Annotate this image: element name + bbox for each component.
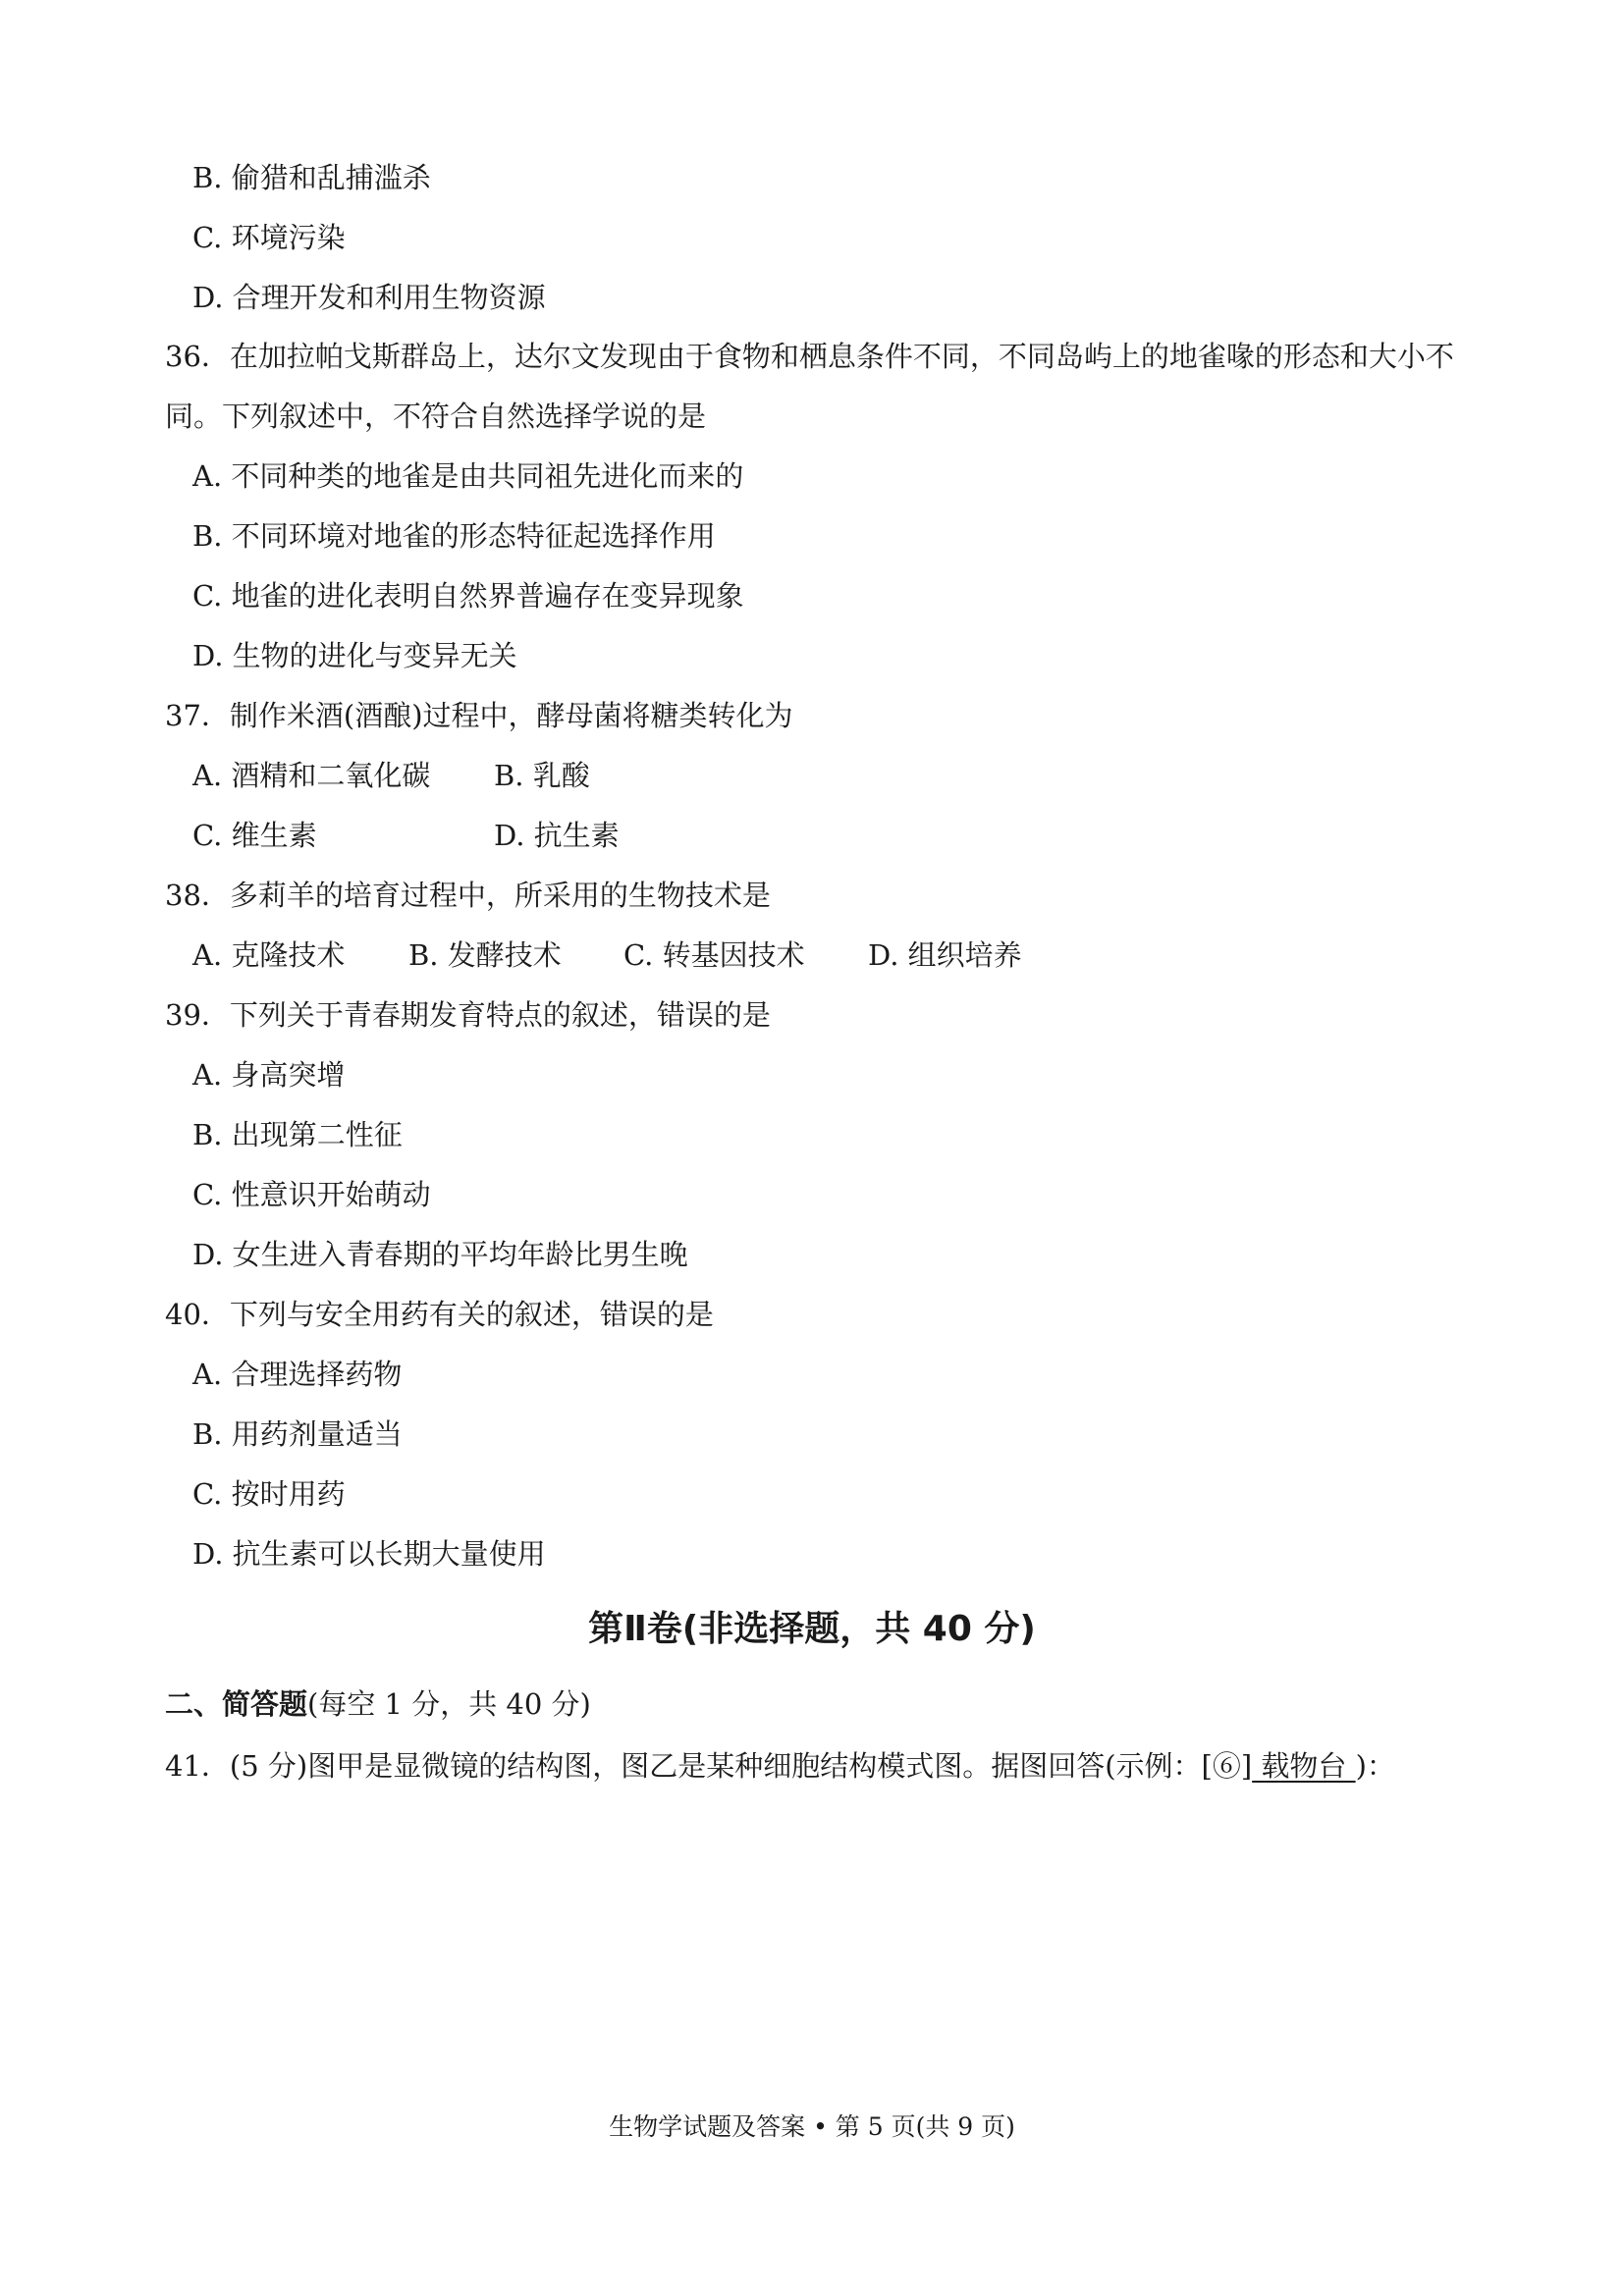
page-footer: 生物学试题及答案 • 第 5 页(共 9 页) [609, 2112, 1015, 2141]
q39-option-a: A. 身高突增 [192, 1058, 346, 1092]
q39-option-c: C. 性意识开始萌动 [192, 1178, 431, 1211]
section-label: 二、简答题 [165, 1687, 308, 1721]
q40-option-b: B. 用药剂量适当 [192, 1417, 403, 1451]
q36-option-c: C. 地雀的进化表明自然界普遍存在变异现象 [192, 579, 744, 613]
part2-title: 第Ⅱ卷(非选择题，共 40 分) [588, 1609, 1036, 1649]
q36-stem-line1: 36．在加拉帕戈斯群岛上，达尔文发现由于食物和栖息条件不同，不同岛屿上的地雀喙的形态和大小不 [165, 340, 1454, 373]
q36-option-b: B. 不同环境对地雀的形态特征起选择作用 [192, 519, 716, 553]
q41-stem-suffix: )： [1355, 1749, 1395, 1783]
q37-option-d: D. 抗生素 [494, 819, 620, 852]
q36-option-a: A. 不同种类的地雀是由共同祖先进化而来的 [192, 459, 744, 493]
q39-option-b: B. 出现第二性征 [192, 1118, 403, 1151]
q38-option-d: D. 组织培养 [868, 938, 1022, 972]
q35-option-c: C. 环境污染 [192, 221, 346, 254]
q41-stem [165, 1746, 1395, 1786]
q40-option-d: D. 抗生素可以长期大量使用 [192, 1537, 546, 1571]
q40-stem: 40．下列与安全用药有关的叙述，错误的是 [165, 1298, 714, 1331]
q39-stem: 39．下列关于青春期发育特点的叙述，错误的是 [165, 998, 771, 1032]
q35-option-d: D. 合理开发和利用生物资源 [192, 281, 546, 314]
q35-option-b: B. 偷猎和乱捕滥杀 [192, 161, 431, 194]
q38-option-a: A. 克隆技术 [192, 938, 346, 972]
q38-option-b: B. 发酵技术 [408, 938, 562, 972]
q39-option-d: D. 女生进入青春期的平均年龄比男生晚 [192, 1238, 688, 1271]
q40-option-c: C. 按时用药 [192, 1477, 346, 1511]
q37-option-b: B. 乳酸 [494, 759, 590, 792]
q41-stem-prefix: 41．(5 分)图甲是显微镜的结构图，图乙是某种细胞结构模式图。据图回答(示例：[⑥] [165, 1749, 1253, 1783]
q37-stem: 37．制作米酒(酒酿)过程中，酵母菌将糖类转化为 [165, 699, 793, 732]
q36-option-d: D. 生物的进化与变异无关 [192, 639, 517, 672]
q41-example-answer: 载物台 [1252, 1749, 1356, 1783]
q40-option-a: A. 合理选择药物 [192, 1358, 403, 1391]
q37-option-a: A. 酒精和二氧化碳 [192, 759, 431, 792]
section-note: (每空 1 分，共 40 分) [307, 1687, 591, 1721]
section-heading [165, 1684, 591, 1724]
q38-option-c: C. 转基因技术 [623, 938, 805, 972]
q38-stem: 38．多莉羊的培育过程中，所采用的生物技术是 [165, 879, 771, 912]
q37-option-c: C. 维生素 [192, 819, 317, 852]
q36-stem-line2: 同。下列叙述中，不符合自然选择学说的是 [165, 400, 707, 433]
